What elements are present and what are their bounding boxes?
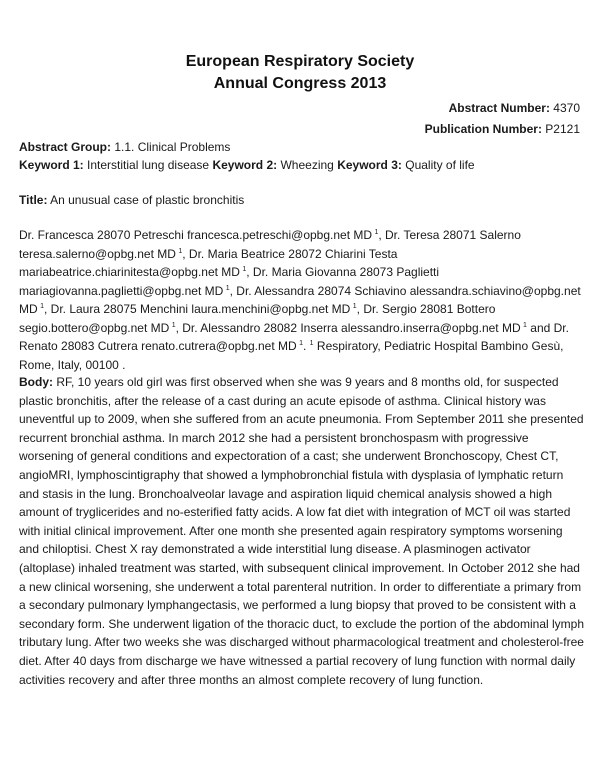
abstract-body <box>19 373 585 689</box>
body-text: RF, 10 years old girl was first observed when she was 9 years and 8 months old, for suspected plastic bronchitis, after the release of a cast during an acute episode of asthma. Clinical history was uneventful up to 2009, when she suffered from an acute pneumonia. From September 2011 she presented recurrent bronchial asthma. In march 2012 she had a persistent bronchospasm with progressive worsening of general conditions and expectoration of a cast; she underwent Bronchoscopy, Chest CT, angioMRI, lymphoscintigraphy that showed a lymphobronchial fistula with dysplasia of lymphatic return and stasis in the lung. Bronchoalveolar lavage and aspiration liquid chemical analysis showed a high amount of tryglicerides and no-esterified fatty acids. A low fat diet with integration of MCT oil was started with initial clinical improvement. After one month she presented again respiratory symptoms worsening and chiloptisi. Chest X ray demonstrated a wide interstitial lung disease. A plasminogen activator (altoplase) inhaled treatment was started, with subsequent clinical improvement. In October 2012 she had a new clinical worsening, she underwent a total parenteral nutrition. In order to differentiate a primary from a secondary pulmonary lymphangectasis, we performed a lung biopsy that proved to be consistent with a secondary form. She underwent ligation of the thoracic duct, to exclude the portion of the abdominal lymph tributary lung. After two weeks she was discharged without pharmacological treatment and cholesterol-free diet. After 40 days from discharge we have witnessed a partial recovery of lung function with normal daily activities recovery and after three months an almost complete recovery of lung function. <box>19 375 584 687</box>
congress-header <box>0 51 600 95</box>
affiliation-marker: 1 <box>178 247 183 255</box>
keyword-3-value: Quality of life <box>405 158 475 172</box>
affiliation-marker: 1 <box>242 266 247 273</box>
affiliation-marker: 1 <box>299 340 303 347</box>
author-separator: . <box>303 339 310 353</box>
abstract-number-value: 4370 <box>553 101 580 115</box>
affiliation-marker: 1 <box>40 303 44 310</box>
affiliation-marker: 1 <box>352 303 357 310</box>
author-1: Dr. Francesca 28070 Petreschi francesca.petreschi@opbg.net MD <box>19 228 373 242</box>
affiliation-marker: 1 <box>374 229 379 236</box>
author-8: , Dr. Alessandro 28082 Inserra alessandro.inserra@opbg.net MD <box>175 320 521 335</box>
keyword-2-value: Wheezing <box>280 158 334 172</box>
publication-number-value: P2121 <box>545 122 580 136</box>
keyword-1-label: Keyword 1: <box>19 158 84 172</box>
publication-number <box>425 122 580 136</box>
affiliation-marker: 1 <box>225 284 230 292</box>
keyword-3-label: Keyword 3: <box>337 158 402 172</box>
author-2: , Dr. Teresa 28071 Salerno teresa.salerno@opbg.net MD <box>19 228 521 261</box>
author-4: , Dr. Maria Giovanna 28073 Paglietti mariagiovanna.paglietti@opbg.net MD <box>19 265 440 298</box>
congress-name: European Respiratory Society <box>185 53 415 70</box>
congress-year: Annual Congress 2013 <box>213 75 387 92</box>
keyword-1-value: Interstitial lung disease <box>87 158 210 172</box>
publication-number-label: Publication Number: <box>424 122 542 136</box>
author-9: and Dr. Renato 28083 Cutrera renato.cutrera@opbg.net MD <box>19 320 569 353</box>
author-7: , Dr. Sergio 28081 Bottero segio.bottero@opbg.net MD <box>19 302 496 335</box>
body-label: Body: <box>19 375 53 389</box>
abstract-title <box>19 193 244 207</box>
keyword-2-label: Keyword 2: <box>212 158 278 172</box>
author-3: , Dr. Maria Beatrice 28072 Chiarini Testa mariabeatrice.chiarinitesta@opbg.net MD <box>19 246 398 279</box>
abstract-number-label: Abstract Number: <box>448 101 550 115</box>
author-6: , Dr. Laura 28075 Menchini laura.menchini@opbg.net MD <box>43 302 351 316</box>
title-label: Title: <box>19 193 48 207</box>
abstract-group <box>19 140 230 154</box>
keywords <box>19 158 475 172</box>
abstract-number <box>449 101 580 115</box>
affiliation-marker: 1 <box>309 340 314 347</box>
author-list <box>19 226 585 374</box>
abstract-group-value: 1.1. Clinical Problems <box>114 140 231 154</box>
affiliation: Respiratory, Pediatric Hospital Bambino Gesù, Rome, Italy, 00100 . <box>19 339 564 372</box>
title-value: An unusual case of plastic bronchitis <box>50 193 245 207</box>
abstract-group-label: Abstract Group: <box>19 140 112 154</box>
author-5: , Dr. Alessandra 28074 Schiavino alessandra.schiavino@opbg.net MD <box>19 283 581 316</box>
affiliation-marker: 1 <box>523 321 527 329</box>
affiliation-marker: 1 <box>171 321 176 329</box>
